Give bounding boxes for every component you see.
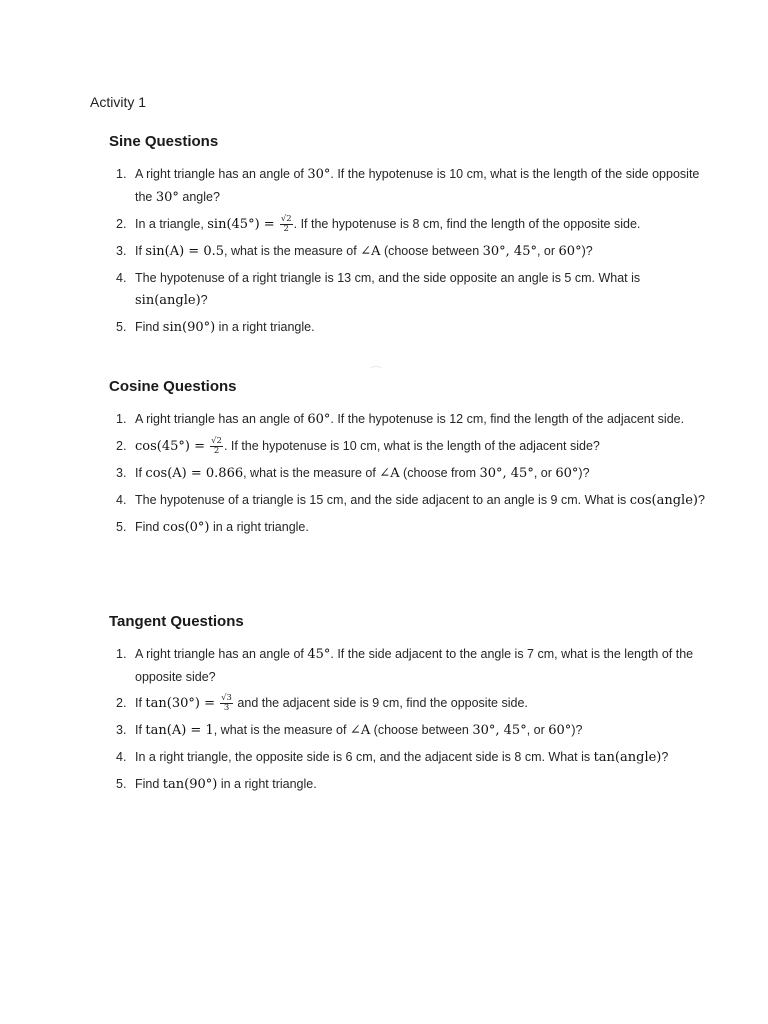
question-number: 2. — [116, 439, 127, 453]
fraction-denominator: 3 — [223, 703, 230, 714]
question-text: A right triangle has an angle of — [135, 647, 308, 661]
math-expression: cos(45°) = — [135, 439, 210, 454]
math-expression: 45° — [307, 647, 331, 662]
question-text: If — [135, 723, 146, 737]
question-number: 3. — [116, 244, 127, 258]
cosine-section — [109, 378, 709, 543]
sine-section — [109, 133, 709, 343]
tangent-question-4 — [109, 746, 709, 769]
fraction-denominator: 2 — [283, 224, 289, 235]
math-expression: cos(A) = 0.866 — [145, 466, 244, 481]
question-text: Find — [135, 520, 163, 534]
math-expression: ∠A — [360, 244, 381, 259]
math-expression: sin(45°) = — [207, 217, 279, 232]
cosine-question-5 — [109, 516, 709, 539]
sine-question-4 — [109, 267, 709, 312]
sine-question-3 — [109, 240, 709, 263]
math-expression: 30° — [307, 167, 331, 182]
question-text: , what is the measure of — [224, 244, 361, 258]
question-text: in a right triangle. — [215, 320, 315, 334]
sine-question-2 — [109, 213, 709, 236]
question-number: 3. — [116, 466, 127, 480]
math-expression: tan(30°) = — [145, 696, 220, 711]
tangent-question-5 — [109, 773, 709, 796]
question-text: ? — [661, 750, 669, 764]
question-text: angle? — [178, 190, 220, 204]
page-title: Activity 1 — [90, 94, 147, 110]
question-text: The hypotenuse of a right triangle is 13 cm, and the side opposite an angle is 5 cm. What is — [135, 271, 641, 285]
math-expression: 30°, 45° — [482, 244, 537, 259]
math-expression: 60° — [555, 466, 579, 481]
question-text: If — [135, 466, 146, 480]
fraction-numerator: √2 — [280, 214, 292, 225]
sine-question-list — [109, 163, 709, 339]
question-text: The hypotenuse of a triangle is 15 cm, and the side adjacent to an angle is 9 cm. What is — [135, 493, 630, 507]
question-text: ? — [697, 493, 705, 507]
question-number: 2. — [116, 696, 127, 710]
math-expression: ∠A — [349, 723, 371, 738]
fraction — [280, 215, 293, 234]
question-text: )? — [581, 244, 593, 258]
question-number: 5. — [116, 520, 127, 534]
question-text: , or — [533, 466, 556, 480]
math-expression: 30°, 45° — [479, 466, 534, 481]
cosine-question-2 — [109, 435, 709, 458]
tangent-question-1 — [109, 643, 709, 688]
question-text: , or — [536, 244, 559, 258]
cosine-section-title: Cosine Questions — [109, 378, 237, 395]
question-text: in a right triangle. — [217, 777, 317, 791]
question-text: A right triangle has an angle of — [135, 412, 308, 426]
question-text: . If the hypotenuse is 12 cm, find the length of the adjacent side. — [330, 412, 685, 426]
question-number: 4. — [116, 493, 127, 507]
math-expression: 60° — [307, 412, 331, 427]
math-expression: tan(90°) — [162, 777, 218, 792]
cosine-question-4 — [109, 489, 709, 512]
question-number: 1. — [116, 412, 127, 426]
question-number: 3. — [116, 723, 127, 737]
question-text: In a triangle, — [135, 217, 208, 231]
question-text: in a right triangle. — [209, 520, 309, 534]
question-number: 4. — [116, 750, 127, 764]
math-expression: tan(A) = 1 — [145, 723, 214, 738]
cosine-question-1 — [109, 408, 709, 431]
fraction-denominator: 2 — [213, 446, 220, 457]
tangent-question-list — [109, 643, 709, 796]
fraction — [210, 437, 223, 456]
question-text: and the adjacent side is 9 cm, find the opposite side. — [233, 696, 528, 710]
question-text: A right triangle has an angle of — [135, 167, 308, 181]
question-text: . If the hypotenuse is 10 cm, what is the length of the adjacent side? — [223, 439, 600, 453]
question-text: , or — [526, 723, 549, 737]
tangent-question-2 — [109, 692, 709, 715]
fraction-numerator: √3 — [221, 693, 232, 704]
cosine-question-list — [109, 408, 709, 539]
question-text: . If the side adjacent to the angle is 7 cm, what is the length of the opposite side? — [135, 647, 694, 684]
question-text: )? — [571, 723, 583, 737]
fraction-numerator: √2 — [211, 436, 222, 447]
question-number: 1. — [116, 167, 127, 181]
math-expression: 30°, 45° — [472, 723, 527, 738]
faint-mark — [369, 366, 383, 373]
question-text: ? — [200, 293, 208, 307]
question-text: , what is the measure of — [213, 723, 350, 737]
question-number: 4. — [116, 271, 127, 285]
question-number: 5. — [116, 320, 127, 334]
question-text: If — [135, 696, 146, 710]
question-text: (choose between — [370, 723, 473, 737]
math-expression: cos(angle) — [629, 493, 698, 508]
question-text: . If the hypotenuse is 8 cm, find the length of the opposite side. — [293, 217, 641, 231]
question-text: If — [135, 244, 146, 258]
question-text: . If the hypotenuse is 10 cm, what is the length of the side opposite the — [135, 167, 700, 204]
math-expression: 60° — [558, 244, 582, 259]
question-text: In a right triangle, the opposite side is 6 cm, and the adjacent side is 8 cm. What is — [135, 750, 594, 764]
math-expression: sin(A) = 0.5 — [145, 244, 224, 259]
question-text: (choose between — [380, 244, 483, 258]
question-number: 1. — [116, 647, 127, 661]
question-text: )? — [578, 466, 590, 480]
question-number: 5. — [116, 777, 127, 791]
sine-question-1 — [109, 163, 709, 209]
math-expression: ∠A — [379, 466, 400, 481]
question-text: Find — [135, 777, 163, 791]
tangent-section — [109, 613, 709, 800]
sine-section-title: Sine Questions — [109, 133, 219, 150]
math-expression: cos(0°) — [162, 520, 210, 535]
math-expression: tan(angle) — [593, 750, 662, 765]
cosine-question-3 — [109, 462, 709, 485]
math-expression: sin(angle) — [135, 293, 201, 308]
fraction — [220, 694, 233, 713]
math-expression: sin(90°) — [162, 320, 216, 335]
question-text: Find — [135, 320, 163, 334]
tangent-section-title: Tangent Questions — [109, 613, 244, 630]
tangent-question-3 — [109, 719, 709, 742]
question-number: 2. — [116, 217, 127, 231]
question-text: , what is the measure of — [243, 466, 380, 480]
question-text: (choose from — [399, 466, 480, 480]
sine-question-5 — [109, 316, 709, 339]
math-expression: 30° — [155, 190, 179, 205]
math-expression: 60° — [548, 723, 572, 738]
